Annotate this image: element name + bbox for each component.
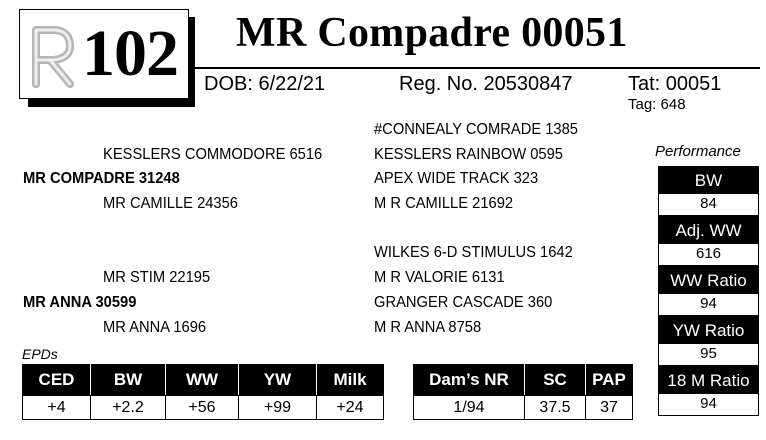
epds-label: EPDs (22, 346, 58, 362)
registration-number: Reg. No. 20530847 (399, 73, 573, 95)
pedigree-sire-sire-dam: KESSLERS RAINBOW 0595 (374, 146, 563, 163)
pedigree-dam: MR ANNA 30599 (23, 294, 137, 311)
value-pap: 37 (586, 396, 633, 420)
extra-value-row (414, 396, 633, 420)
pedigree-sire-dam-dam: M R CAMILLE 21692 (374, 195, 514, 212)
epd-header-row (23, 365, 384, 396)
epd-header-ced: CED (23, 365, 91, 396)
title-divider (193, 67, 760, 69)
performance-label: YW Ratio (658, 316, 759, 344)
header-sc: SC (525, 365, 586, 396)
epd-value-yw: +99 (239, 396, 317, 420)
pedigree-sire: MR COMPADRE 31248 (23, 170, 180, 187)
performance-panel (658, 166, 759, 416)
lot-box (19, 9, 189, 99)
performance-value: 95 (658, 344, 759, 366)
header-pap: PAP (586, 365, 633, 396)
animal-name: MR Compadre 00051 (236, 10, 628, 56)
pedigree-dam-sire-dam: M R VALORIE 6131 (374, 269, 505, 286)
epd-value-milk: +24 (317, 396, 384, 420)
dob-text: DOB: 6/22/21 (204, 73, 326, 95)
performance-value: 616 (658, 244, 759, 266)
tattoo-text: Tat: 00051 (628, 73, 722, 95)
performance-title: Performance (655, 143, 741, 160)
header-dams-nr: Dam’s NR (414, 365, 525, 396)
epd-header-yw: YW (239, 365, 317, 396)
pedigree-dam-dam: MR ANNA 1696 (103, 319, 207, 336)
pedigree-dam-sire-sire: WILKES 6-D STIMULUS 1642 (374, 244, 573, 261)
epd-value-bw: +2.2 (91, 396, 166, 420)
performance-value: 94 (658, 394, 759, 416)
epd-header-milk: Milk (317, 365, 384, 396)
performance-value: 84 (658, 194, 759, 216)
value-sc: 37.5 (525, 396, 586, 420)
performance-label: WW Ratio (658, 266, 759, 294)
pedigree-sire-sire: KESSLERS COMMODORE 6516 (103, 146, 323, 163)
pedigree-sire-sire-sire: #CONNEALY COMRADE 1385 (374, 121, 578, 138)
pedigree-dam-sire: MR STIM 22195 (103, 269, 211, 286)
tag-text: Tag: 648 (628, 96, 686, 113)
performance-label: 18 M Ratio (658, 366, 759, 394)
epd-header-bw: BW (91, 365, 166, 396)
r-brand-logo-icon (26, 20, 80, 92)
lot-number: 102 (82, 17, 178, 90)
pedigree-dam-dam-dam: M R ANNA 8758 (374, 319, 482, 336)
performance-label: Adj. WW (658, 216, 759, 244)
epd-value-ww: +56 (166, 396, 239, 420)
pedigree-dam-dam-sire: GRANGER CASCADE 360 (374, 294, 553, 311)
epd-value-ced: +4 (23, 396, 91, 420)
dam-nr-sc-pap-table (413, 364, 633, 420)
value-dams-nr: 1/94 (414, 396, 525, 420)
pedigree-sire-dam-sire: APEX WIDE TRACK 323 (374, 170, 539, 187)
epd-table (22, 364, 384, 420)
performance-label: BW (658, 166, 759, 194)
pedigree-sire-dam: MR CAMILLE 24356 (103, 195, 238, 212)
performance-value: 94 (658, 294, 759, 316)
epd-header-ww: WW (166, 365, 239, 396)
extra-header-row (414, 365, 633, 396)
epd-value-row (23, 396, 384, 420)
